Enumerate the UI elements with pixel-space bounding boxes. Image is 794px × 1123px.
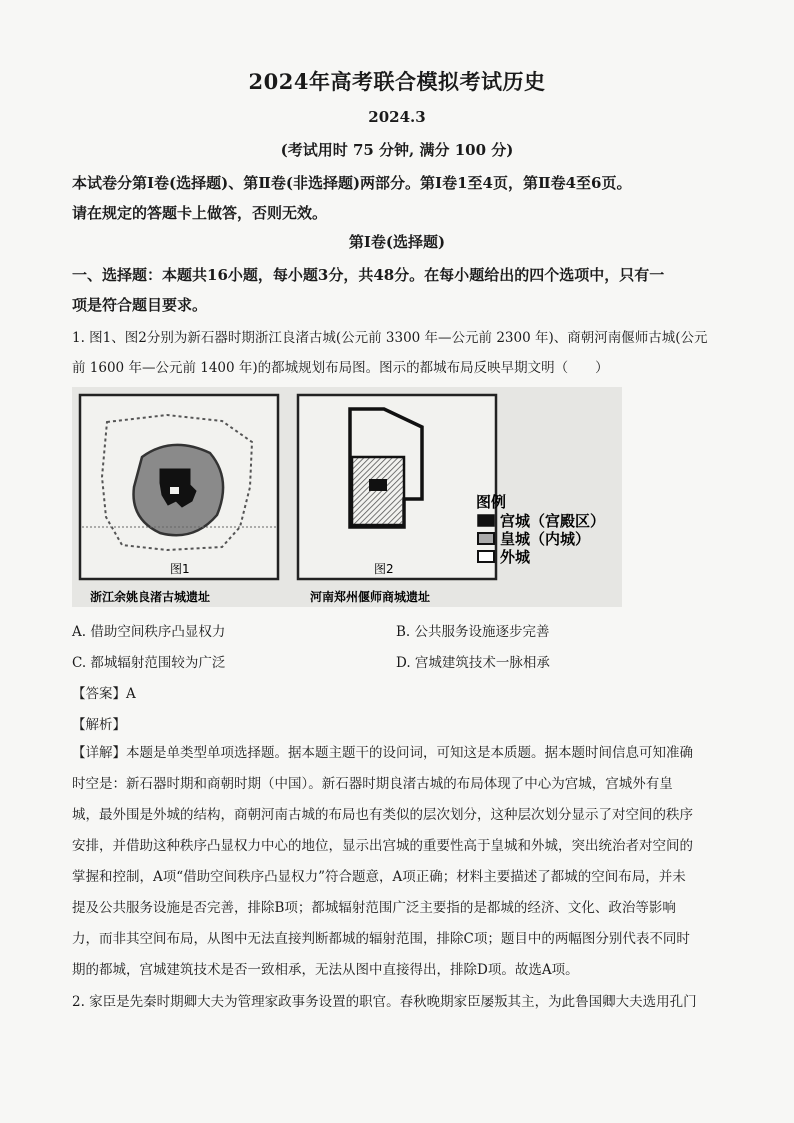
question-1-stem — [72, 323, 732, 383]
legend-swatch-outer — [478, 551, 494, 562]
question-2-stem — [72, 987, 732, 1018]
explanation-line: 时空是：新石器时期和商朝时期（中国）。新石器时期良渚古城的布局体现了中心为宫城，宫城外有皇 — [72, 776, 673, 792]
explanation-line: 安排，并借助这种秩序凸显权力中心的地位，显示出宫城的重要性高于皇城和外城，突出统治者对空间的 — [72, 838, 693, 854]
explanation-line: 期的都城，宫城建筑技术是否一致相承，无法从图中直接得出，排除D项。故选A项。 — [72, 962, 579, 978]
section-line: 项是符合题目要求。 — [72, 296, 208, 314]
part-title: 第Ⅰ卷(选择题) — [348, 233, 446, 251]
option-b: B. 公共服务设施逐步完善 — [396, 624, 550, 640]
explanation-line: 掌握和控制，A项“借助空间秩序凸显权力”符合题意，A项正确；材料主要描述了都城的空间布局，并未 — [72, 869, 686, 885]
legend-swatch-palace — [478, 515, 494, 526]
explanation-line: 【详解】本题是单类型单项选择题。据本题主题干的设问词，可知这是本质题。据本题时间信息可知准确 — [72, 745, 693, 761]
legend-item-palace: 宫城（宫殿区） — [500, 512, 606, 530]
figure-1-label: 图1 — [170, 562, 190, 576]
question-line: 1. 图1、图2分别为新石器时期浙江良渚古城(公元前 3300 年—公元前 2300 年)、商朝河南偃师古城(公元 — [72, 330, 708, 346]
section-line: 一、选择题：本题共16小题，每小题3分，共48分。在每小题给出的四个选项中，只有一 — [72, 266, 665, 284]
explanation-line: 提及公共服务设施是否完善，排除B项；都城辐射范围广泛主要指的是都城的经济、文化、政治等影响 — [72, 900, 676, 916]
explanation-line: 力，而非其空间布局，从图中无法直接判断都城的辐射范围，排除C项；题目中的两幅图分别代表不同时 — [72, 931, 690, 947]
question-line: 2. 家臣是先秦时期卿大夫为管理家政事务设置的职官。春秋晚期家臣屡叛其主，为此鲁国卿大夫选用孔门 — [72, 994, 697, 1010]
exam-date: 2024.3 — [368, 108, 426, 126]
answer-line: 【答案】A — [72, 686, 136, 702]
detailed-explanation — [72, 738, 732, 986]
instruction-line: 本试卷分第Ⅰ卷(选择题)、第Ⅱ卷(非选择题)两部分。第Ⅰ卷1至4页，第Ⅱ卷4至6页。 — [72, 174, 632, 192]
option-a: A. 借助空间秩序凸显权力 — [72, 624, 226, 640]
question-line: 前 1600 年—公元前 1400 年)的都城规划布局图。图示的都城布局反映早期文明（ ） — [72, 360, 609, 376]
legend-title: 图例 — [476, 493, 507, 511]
figure-2-label: 图2 — [374, 562, 394, 576]
explanation-line: 城，最外围是外城的结构，商朝河南古城的布局也有类似的层次划分，这种层次划分显示了对空间的秩序 — [72, 807, 693, 823]
figure-2-caption: 河南郑州偃师商城遗址 — [310, 590, 431, 604]
analysis-label: 【解析】 — [72, 717, 126, 733]
exam-title: 2024年高考联合模拟考试历史 — [248, 69, 546, 94]
instruction-line: 请在规定的答题卡上做答，否则无效。 — [72, 204, 328, 222]
figure-2-palace-city — [369, 479, 387, 491]
legend-item-imperial: 皇城（内城） — [500, 530, 591, 548]
legend-swatch-imperial — [478, 533, 494, 544]
section-heading — [72, 260, 732, 320]
city-layout-svg — [72, 387, 622, 607]
exam-time-note: (考试用时 75 分钟, 满分 100 分) — [280, 141, 514, 159]
city-layout-figure — [72, 387, 622, 607]
legend-item-outer: 外城 — [500, 548, 531, 566]
option-c: C. 都城辐射范围较为广泛 — [72, 655, 226, 671]
exam-instructions — [72, 168, 732, 228]
option-d: D. 宫城建筑技术一脉相承 — [396, 655, 550, 671]
figure-1-caption: 浙江余姚良渚古城遗址 — [90, 590, 211, 604]
